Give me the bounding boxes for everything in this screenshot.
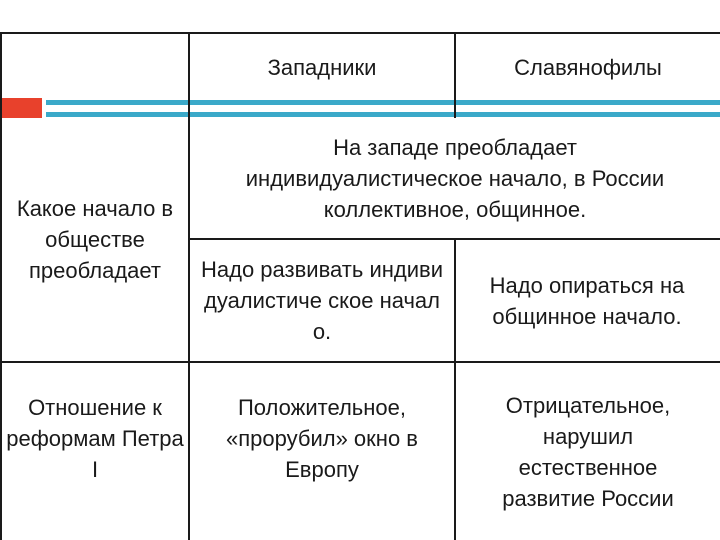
row-1-slavophiles-answer: Надо опираться на общинное начало.: [489, 272, 685, 329]
header-corner: [2, 34, 188, 98]
row-2-question: Отношение к реформам Петра I: [6, 394, 184, 482]
row-2-slavophiles-answer: Отрицательное, нарушил естественное развитие России: [502, 392, 674, 511]
col-divider-1-bottom: [188, 118, 190, 540]
col-divider-2-bottom: [454, 239, 456, 540]
accent-bar-teal-1: [46, 100, 720, 105]
accent-bar-teal-2: [46, 112, 720, 117]
row-1-shared-answer: На западе преобладает индивидуалистическое начало, в России коллективное, общинное.: [245, 134, 665, 222]
header-westerners: Западники: [267, 54, 377, 80]
accent-bar-red: [0, 98, 42, 118]
row-1-question: Какое начало в обществе преобладает: [16, 196, 174, 283]
header-slavophiles: Славянофилы: [514, 54, 662, 80]
row-2-westerners-answer: Положительное, «прорубил» окно в Европу: [226, 394, 418, 482]
row-1-westerners-answer: Надо развивать индивидуалистиче ское начало.: [201, 257, 443, 344]
